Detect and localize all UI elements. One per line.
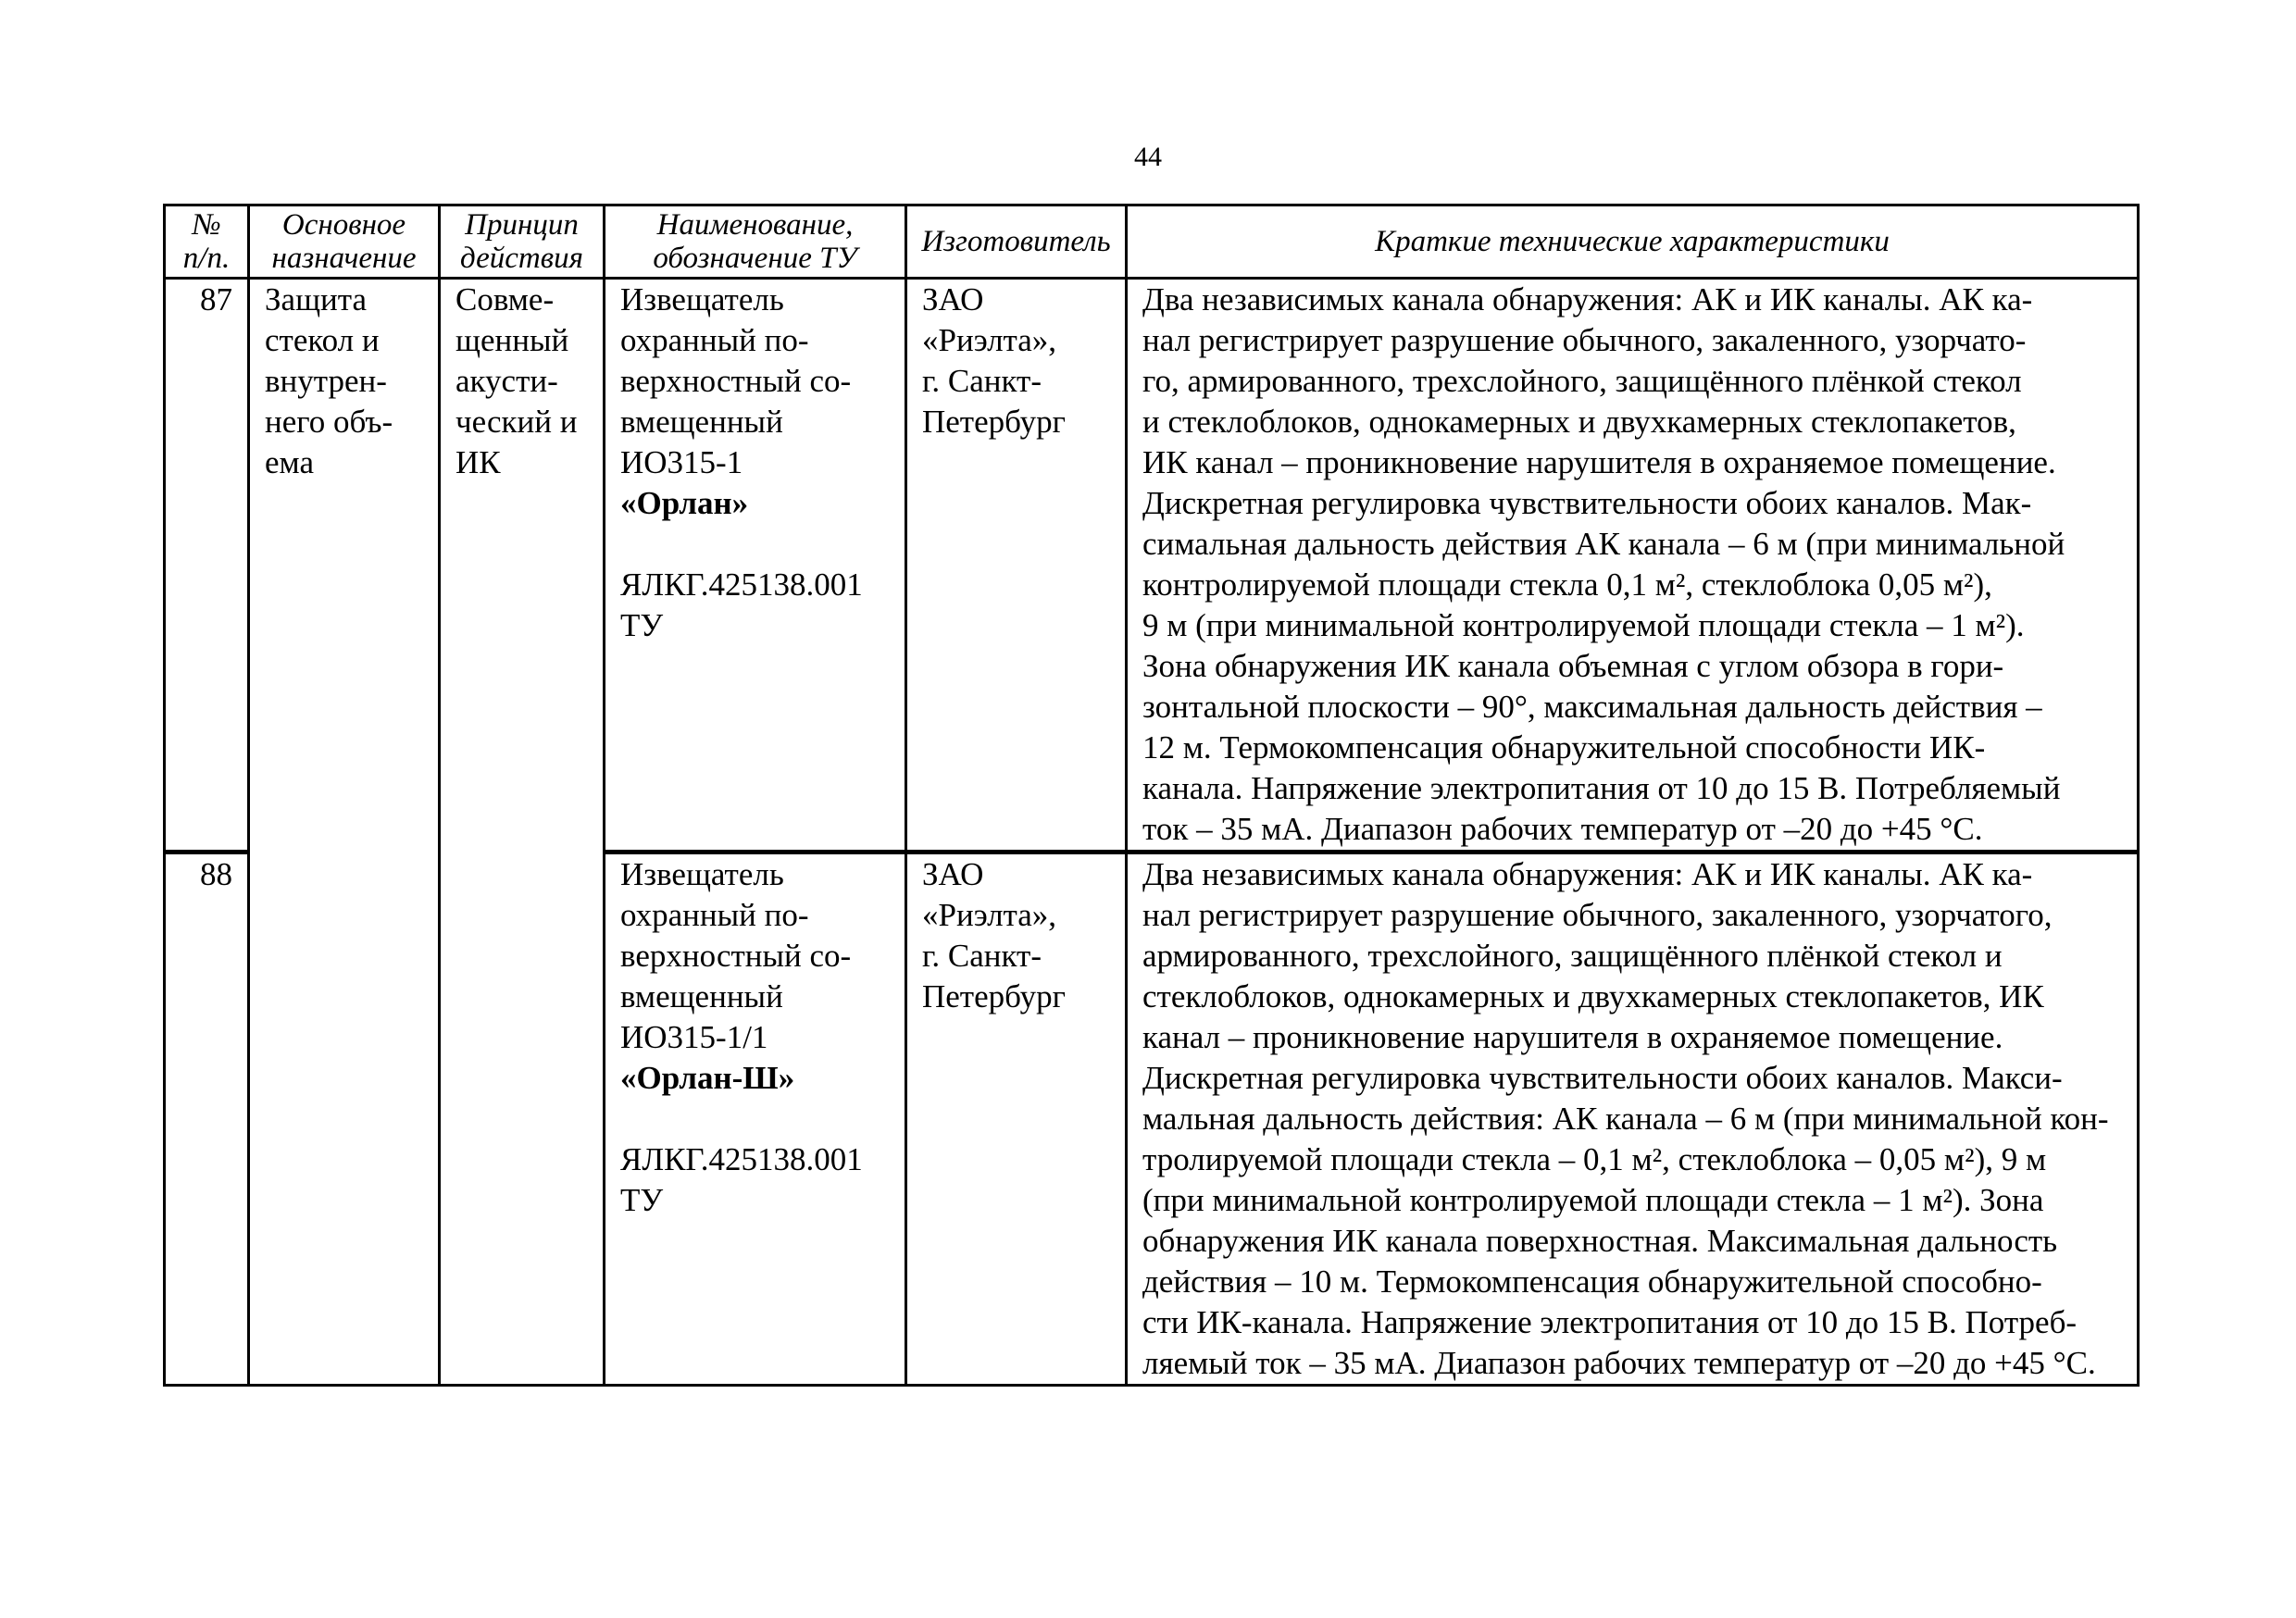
specs-cell: Два независимых канала обнаружения: АК и ИК каналы. АК ка- нал регистрирует разрушение обычного, закаленного, узорчато- го, армированного, трехслойного, защищённого плёнкой стекол и стеклоблоков, однокамерных и двухкамерных стеклопакетов, ИК канал – проникновение нарушителя в охраняемое помещение. Дискретная регулировка чувствительности обоих каналов. Мак- симальная дальность действия АК канала – 6 м (при минимальной контролируемой площади стекла 0,1 м², стеклоблока 0,05 м²), 9 м (при минимальной контролируемой площади стекла – 1 м²). Зона обнаружения ИК канала объемная с углом обзора в гори- зонтальной плоскости – 90°, максимальная дальность действия – 12 м. Термокомпенсация обнаружительной способности ИК- канала. Напряжение электропитания от 10 до 15 В. Потребляемый ток – 35 мА. Диапазон рабочих температур от –20 до +45 °С. xyxy=(1127,279,2139,853)
header-specs: Краткие технические характеристики xyxy=(1127,205,2139,279)
device-name-cell: Извещатель охранный по- верхностный со- вмещенный ИО315-1/1 «Орлан-Ш» ЯЛКГ.425138.001 ТУ xyxy=(605,853,906,1386)
row-number: 87 xyxy=(165,279,249,853)
table-header-row xyxy=(165,205,2139,279)
table-row xyxy=(165,279,2139,853)
row-number: 88 xyxy=(165,853,249,1386)
header-maker: Изготовитель xyxy=(906,205,1127,279)
model-name: «Орлан» xyxy=(620,485,749,521)
equipment-spec-table xyxy=(163,204,2140,1387)
header-principle: Принцип действия xyxy=(440,205,605,279)
manufacturer-cell: ЗАО «Риэлта», г. Санкт- Петербург xyxy=(906,853,1127,1386)
header-purpose: Основное назначение xyxy=(249,205,440,279)
purpose-cell: Защита стекол и внутрен- него объ- ема xyxy=(249,279,440,1386)
page-number: 44 xyxy=(1134,142,1162,172)
specs-cell: Два независимых канала обнаружения: АК и ИК каналы. АК ка- нал регистрирует разрушение обычного, закаленного, узорчатого, армированного, трехслойного, защищённого плёнкой стекол и стеклоблоков, однокамерных и двухкамерных стеклопакетов, ИК канал – проникновение нарушителя в охраняемое помещение. Дискретная регулировка чувствительности обоих каналов. Макси- мальная дальность действия: АК канала – 6 м (при минимальной кон- тролируемой площади стекла – 0,1 м², стеклоблока – 0,05 м²), 9 м (при минимальной контролируемой площади стекла – 1 м²). Зона обнаружения ИК канала поверхностная. Максимальная дальность действия – 10 м. Термокомпенсация обнаружительной способно- сти ИК-канала. Напряжение электропитания от 10 до 15 В. Потреб- ляемый ток – 35 мА. Диапазон рабочих температур от –20 до +45 °С. xyxy=(1127,853,2139,1386)
principle-cell: Совме- щенный акусти- ческий и ИК xyxy=(440,279,605,1386)
model-name: «Орлан-Ш» xyxy=(620,1060,795,1096)
device-name-cell: Извещатель охранный по- верхностный со- вмещенный ИО315-1 «Орлан» ЯЛКГ.425138.001 ТУ xyxy=(605,279,906,853)
manufacturer-cell: ЗАО «Риэлта», г. Санкт- Петербург xyxy=(906,279,1127,853)
header-num: № п/п. xyxy=(165,205,249,279)
header-name: Наименование, обозначение ТУ xyxy=(605,205,906,279)
tu-designation: ЯЛКГ.425138.001 xyxy=(620,1141,863,1177)
tu-designation: ЯЛКГ.425138.001 xyxy=(620,566,863,603)
